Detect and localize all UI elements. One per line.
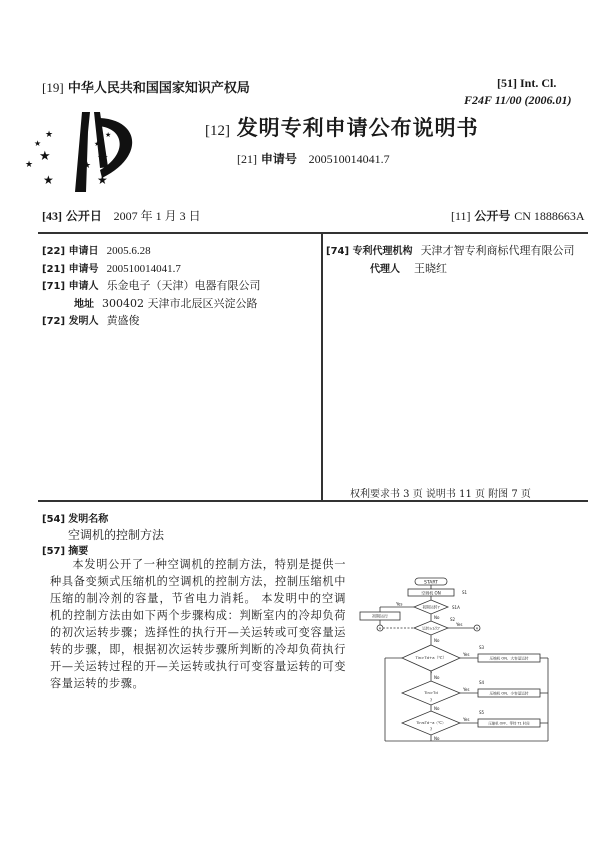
step-s1a: S1A [452, 605, 460, 610]
no-label: No [434, 675, 440, 680]
app-no-value: 200510014041.7 [308, 152, 390, 166]
intcl-value: F24F 11/00 (2006.01) [464, 93, 572, 107]
field-label: 代理人 [370, 263, 400, 275]
no-label: No [434, 736, 440, 741]
field-label: 申请号 [68, 263, 99, 275]
initial-run-question: 初期运转? [422, 604, 440, 610]
abstract-text: 本发明公开了一种空调机的控制方法，特别是提供一种具备变频式压缩机的空调机的控制方法，控制压缩机中压缩的制冷剂的容量，节省电力消耗。 本发明中的空调机的控制方法由如下两个步骤构成：判断室内的冷却负荷的初次运转步骤；选择性的执行开—关运转或可变容量运转的步骤，即，根据初次运转步骤所判断的冷却负荷执行开—关运转过程的开—关运转或执行可变容量运转的可变容量运转的步骤。 [50, 558, 346, 690]
app-no-label: 申请号 [260, 152, 297, 166]
initial-operation-label: 初期运行 [372, 613, 388, 619]
intcl-code: [51] [497, 76, 517, 90]
field-value: 2005.6.28 [106, 245, 151, 257]
no-label: No [434, 638, 440, 643]
yes-label: Yes [463, 652, 470, 657]
field-code: [21] [42, 263, 66, 275]
svg-text:★: ★ [97, 173, 108, 187]
intcl-heading [497, 76, 556, 91]
medium-load-question: Tin>Td [424, 690, 438, 695]
svg-text:★: ★ [45, 130, 54, 140]
abstract-heading [42, 542, 88, 557]
document-type [205, 112, 479, 142]
biblio-row-inventor [42, 312, 261, 330]
field-label: 专利代理机构 [352, 246, 413, 257]
field-value: 王晓红 [414, 261, 447, 275]
field-label: 申请人 [68, 281, 99, 292]
divider-vertical [321, 232, 323, 500]
field-value: 天津才智专利商标代理有限公司 [420, 244, 575, 257]
yes-label: Yes [396, 601, 403, 607]
doc-type-code: [12] [205, 123, 230, 139]
abstract-code: [57] [42, 546, 66, 557]
svg-text:★: ★ [105, 131, 112, 139]
pub-no-value: CN 1888663A [514, 209, 585, 223]
no-label: No [434, 706, 440, 711]
svg-text:★: ★ [43, 173, 54, 187]
application-number-header [237, 150, 390, 167]
title-code: [54] [42, 514, 66, 525]
question-mark: ? [429, 727, 433, 732]
count-question: 运转≥1次? [422, 626, 440, 631]
biblio-row-applicant [42, 277, 261, 295]
high-load-question: Tin>Td+a（℃） [415, 655, 447, 660]
svg-text:★: ★ [25, 160, 34, 170]
svg-text:★: ★ [83, 161, 92, 171]
field-code: [74] [326, 246, 350, 257]
svg-text:★: ★ [94, 140, 101, 148]
app-no-code: [21] [237, 152, 257, 166]
step-s3: S3 [479, 645, 485, 650]
field-code: [22] [42, 246, 66, 257]
abstract-flowchart [360, 575, 560, 745]
start-label: START [424, 580, 438, 586]
yes-label: Yes [463, 687, 470, 692]
ac-on-label: 空调机 ON [421, 590, 441, 596]
field-value: 300402 天津市北辰区兴淀公路 [102, 296, 258, 310]
publication-number [451, 207, 585, 224]
office-name: 中华人民共和国国家知识产权局 [67, 81, 250, 96]
svg-text:★: ★ [39, 149, 51, 164]
logo-stars [75, 112, 135, 192]
connector-a-right: A [475, 626, 479, 631]
field-value: 乐金电子（天津）电器有限公司 [106, 279, 261, 292]
large-capacity-label: 压缩机 ON、大容量运转 [489, 656, 529, 661]
svg-text:★: ★ [97, 151, 109, 166]
field-value: 黄盛俊 [106, 314, 140, 327]
question-mark: ? [429, 671, 433, 676]
small-capacity-label: 压缩机 ON、小容量运转 [489, 691, 529, 696]
pub-date-label: 公开日 [65, 209, 102, 223]
biblio-row-address [42, 295, 261, 313]
page-counts: 权利要求书 3 页 说明书 11 页 附图 7 页 [350, 489, 531, 500]
step-s2: S2 [450, 617, 456, 622]
pub-date-code: [43] [42, 209, 62, 223]
abstract-label: 摘要 [68, 546, 89, 557]
pub-no-code: [11] [451, 209, 471, 223]
biblio-row-application-number [42, 260, 261, 278]
biblio-left [42, 242, 261, 330]
office-code: [19] [42, 80, 64, 95]
publication-date [42, 207, 201, 224]
field-code: [71] [42, 281, 66, 292]
step-s1: S1 [462, 590, 468, 595]
biblio-row-agency [326, 242, 575, 260]
low-load-question: Tin≤Td−a（℃） [416, 721, 446, 725]
biblio-right [326, 242, 575, 277]
invention-title: 空调机的控制方法 [68, 528, 165, 542]
intcl-label: Int. Cl. [520, 76, 557, 90]
biblio-row-agent [326, 260, 575, 278]
field-label: 申请日 [68, 246, 99, 257]
step-s4: S4 [479, 680, 485, 685]
divider-bottom [38, 500, 588, 502]
field-value: 200510014041.7 [106, 262, 181, 275]
divider-top [38, 232, 588, 234]
invention-title-heading [42, 510, 108, 525]
pub-no-label: 公开号 [474, 209, 511, 223]
compressor-off-label: 压缩机 OFF、等待 T1 时间 [488, 721, 530, 726]
yes-label: Yes [456, 622, 463, 627]
biblio-row-filing-date [42, 242, 261, 260]
question-mark: ? [429, 698, 433, 703]
title-label: 发明名称 [68, 514, 109, 525]
doc-type-title: 发明专利申请公布说明书 [236, 116, 479, 140]
issuing-office [42, 77, 250, 96]
svg-text:★: ★ [34, 139, 42, 148]
field-code: [72] [42, 316, 66, 327]
field-label: 发明人 [68, 316, 99, 327]
field-label: 地址 [74, 298, 94, 310]
step-s5: S5 [479, 710, 485, 715]
no-label: No [434, 615, 440, 620]
connector-a-left: A [378, 626, 382, 631]
yes-label: Yes [463, 717, 470, 722]
pub-date-value: 2007 年 1 月 3 日 [113, 209, 201, 223]
